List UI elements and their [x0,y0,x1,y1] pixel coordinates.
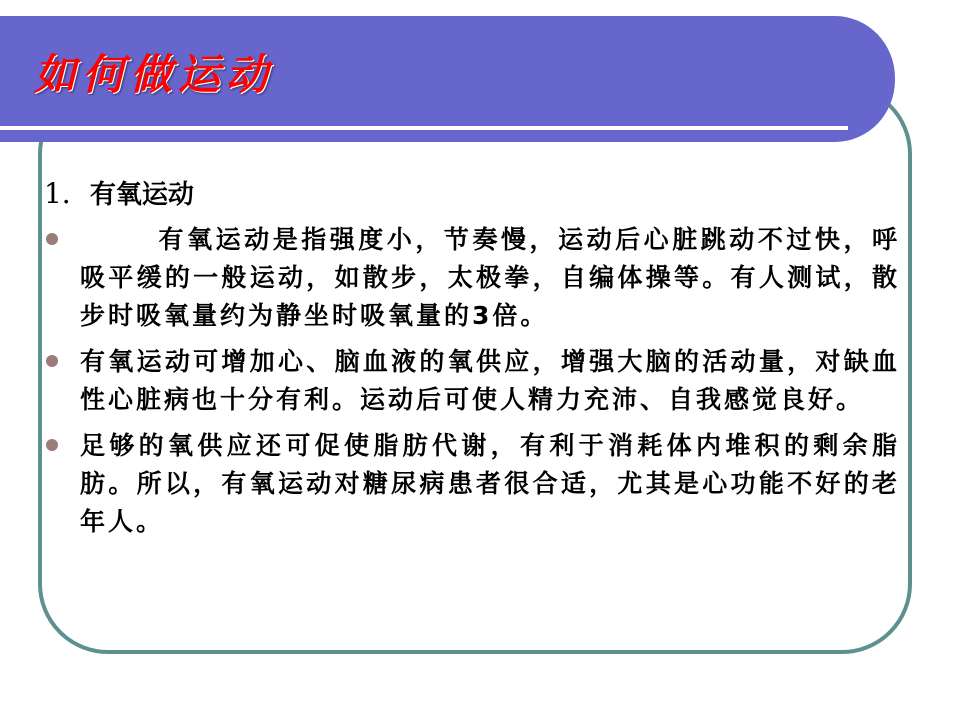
bullet-text: 有氧运动可增加心、脑血液的氧供应，增强大脑的活动量，对缺血性心脏病也十分有利。运动后可使人精力充沛、自我感觉良好。 [80,347,900,414]
bullet-dot-icon [46,233,58,245]
bullet-dot-icon [46,355,58,367]
section-number: 1． [44,177,90,210]
bullet-text: 足够的氧供应还可促使脂肪代谢，有利于消耗体内堆积的剩余脂肪。所以，有氧运动对糖尿病患者很合适，尤其是心功能不好的老年人。 [80,431,900,536]
title-divider [0,126,848,130]
bullet-item-2 [44,343,900,419]
bullet-dot-icon [46,439,58,451]
bullet-item-1 [44,221,900,335]
section-heading [44,176,900,213]
slide-body [44,176,900,549]
slide-title: 如何做运动 [34,50,275,99]
section-heading-text: 有氧运动 [89,180,194,210]
bullet-item-3 [44,427,900,541]
bullet-text: 有氧运动是指强度小，节奏慢，运动后心脏跳动不过快，呼吸平缓的一般运动，如散步，太极拳，自编体操等。有人测试，散步时吸氧量约为静坐时吸氧量的3倍。 [80,225,900,330]
